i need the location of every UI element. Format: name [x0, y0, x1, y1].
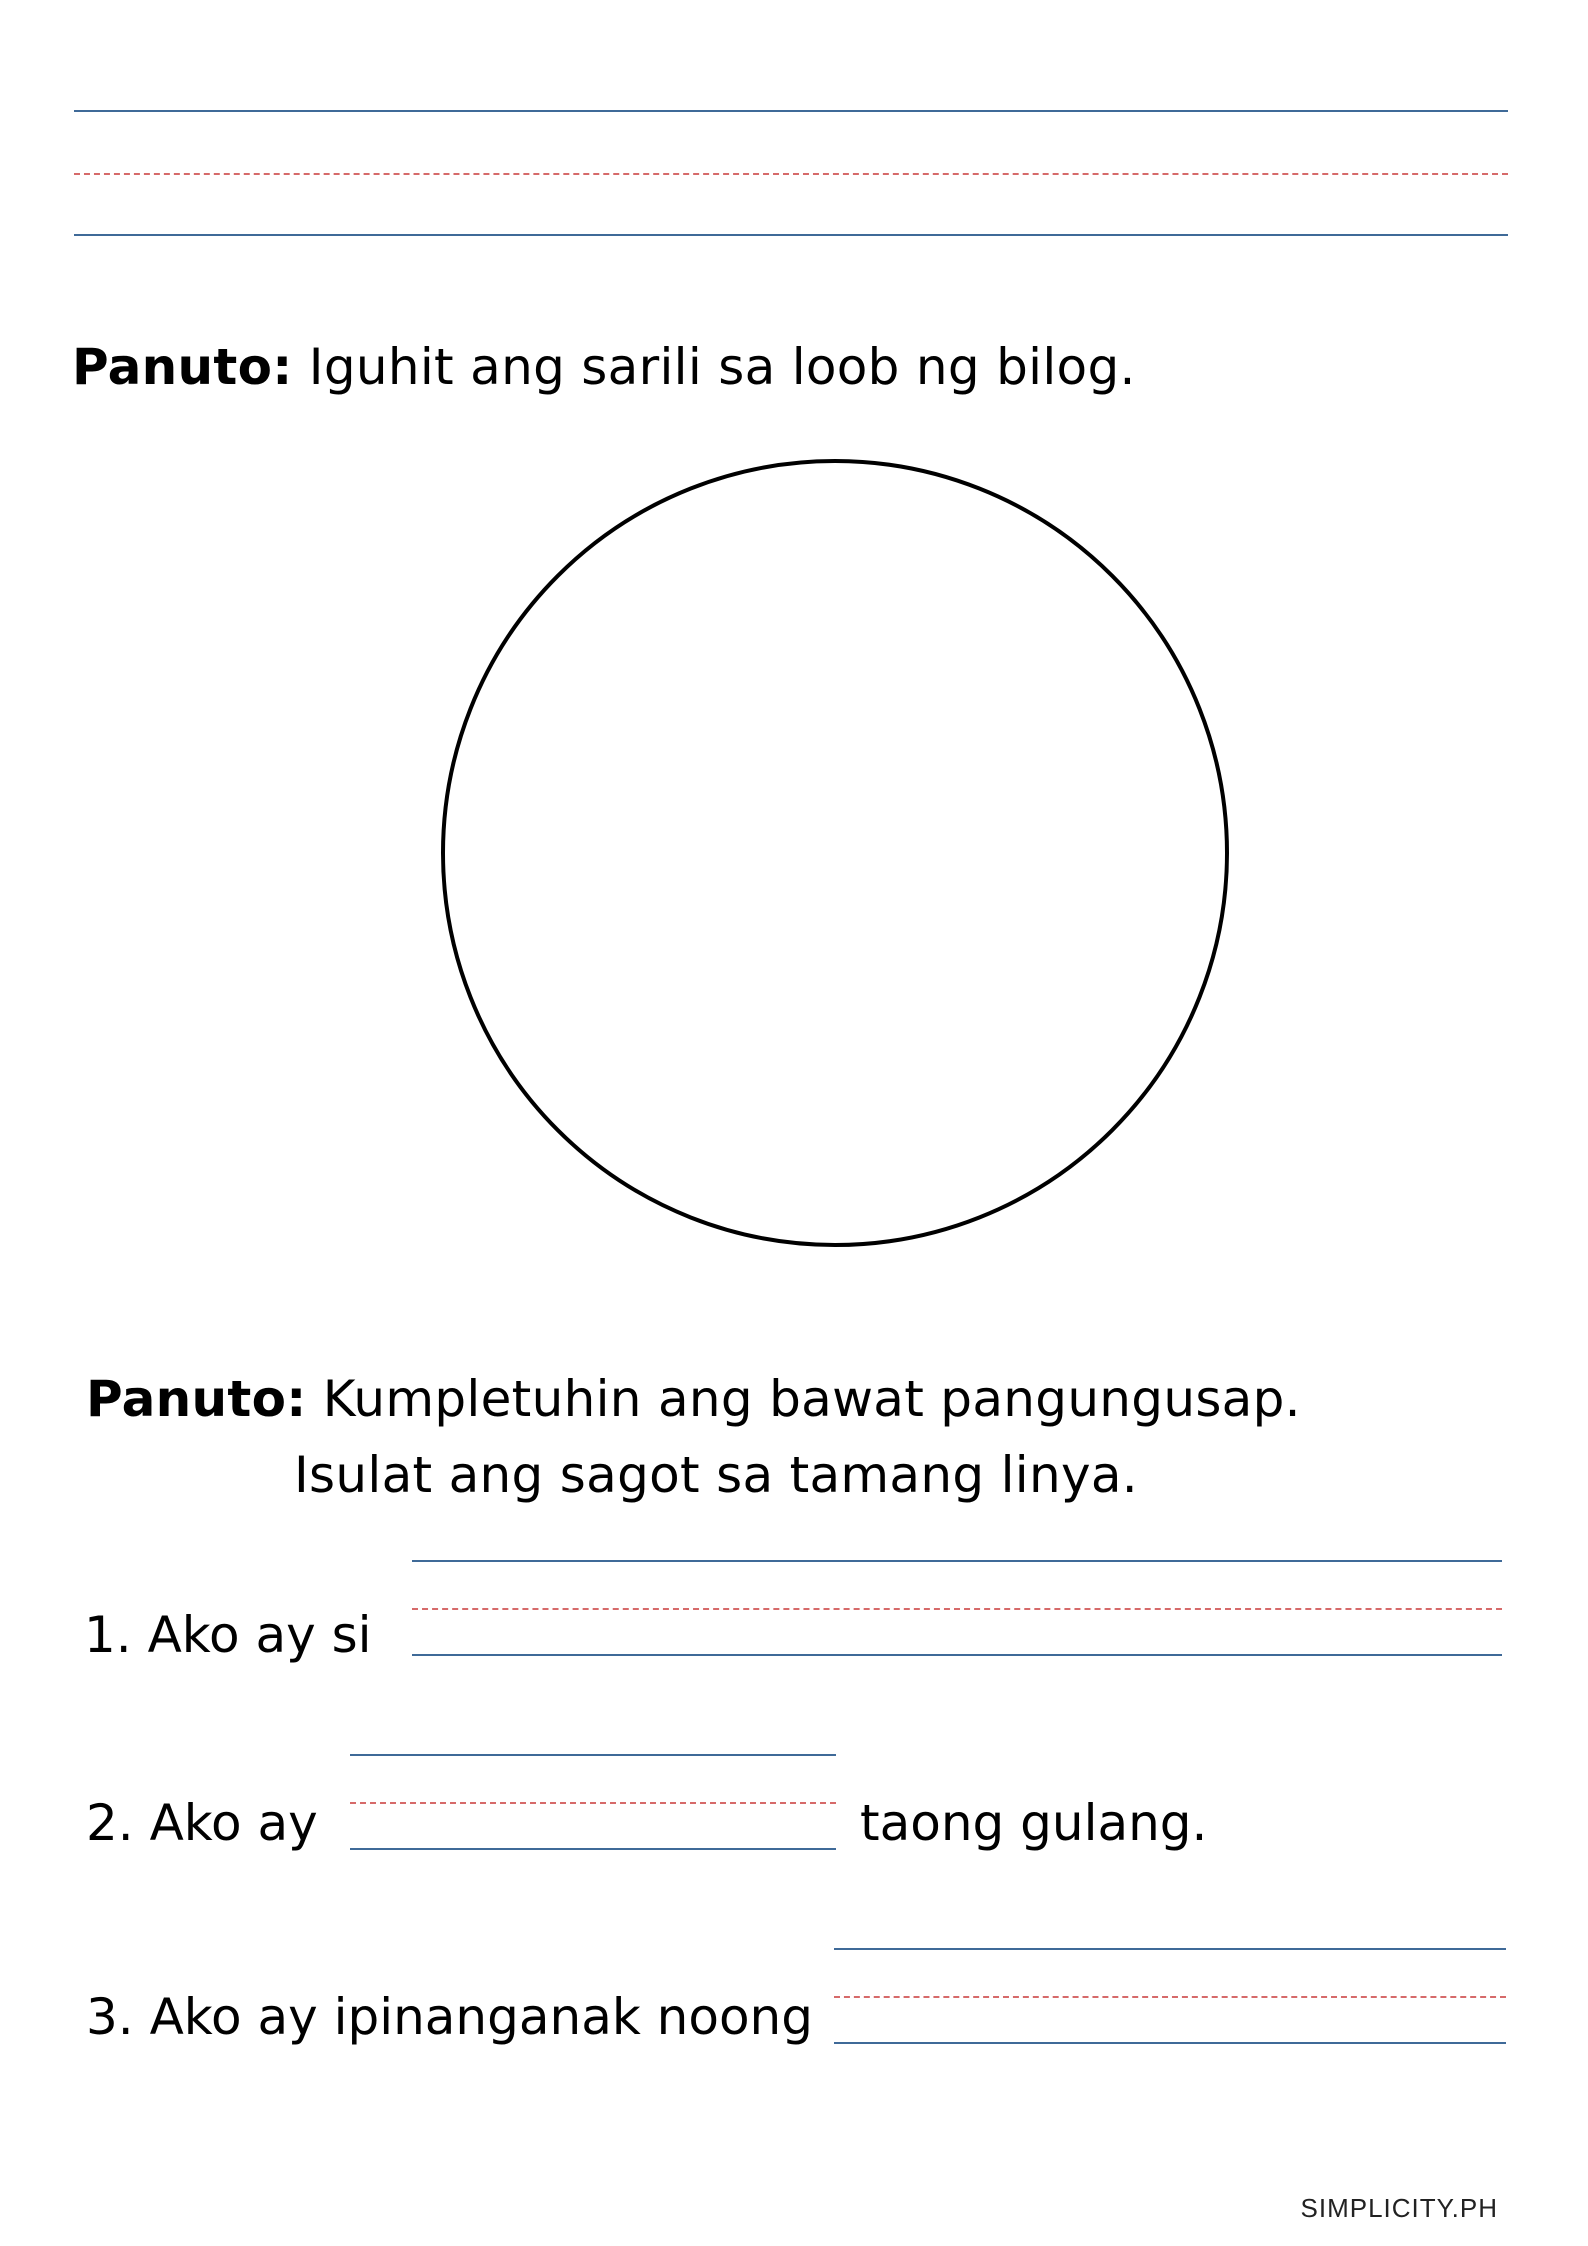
item-1-prompt: 1. Ako ay si — [84, 1606, 372, 1664]
guide-line-bottom — [412, 1654, 1502, 1656]
item-2-prompt: 2. Ako ay — [86, 1794, 318, 1852]
guide-line-middle — [74, 173, 1508, 175]
guide-line-top — [834, 1948, 1506, 1950]
instruction-text: Kumpletuhin ang bawat pangungusap. — [322, 1370, 1301, 1428]
instruction-text-line2: Isulat ang sagot sa tamang linya. — [294, 1446, 1138, 1504]
guide-line-top — [74, 110, 1508, 112]
instruction-draw-self — [72, 338, 1136, 396]
name-writing-lines[interactable] — [74, 110, 1508, 236]
guide-line-middle — [412, 1608, 1502, 1610]
item-2-answer-lines[interactable] — [350, 1754, 836, 1850]
instruction-complete-sentences — [86, 1370, 1301, 1428]
guide-line-bottom — [834, 2042, 1506, 2044]
guide-line-middle — [834, 1996, 1506, 1998]
brand-watermark: SIMPLICITY.PH — [1300, 2193, 1498, 2223]
guide-line-middle — [350, 1802, 836, 1804]
item-3-prompt: 3. Ako ay ipinanganak noong — [86, 1988, 813, 2046]
item-1-answer-lines[interactable] — [412, 1560, 1502, 1656]
item-3-answer-lines[interactable] — [834, 1948, 1506, 2044]
guide-line-top — [412, 1560, 1502, 1562]
instruction-subtext — [294, 1446, 1138, 1504]
item-2-suffix: taong gulang. — [860, 1794, 1208, 1852]
instruction-text: Iguhit ang sarili sa loob ng bilog. — [308, 338, 1136, 396]
instruction-label: Panuto: — [86, 1370, 307, 1428]
guide-line-bottom — [350, 1848, 836, 1850]
instruction-label: Panuto: — [72, 338, 293, 396]
drawing-circle[interactable] — [440, 458, 1230, 1248]
guide-line-top — [350, 1754, 836, 1756]
guide-line-bottom — [74, 234, 1508, 236]
